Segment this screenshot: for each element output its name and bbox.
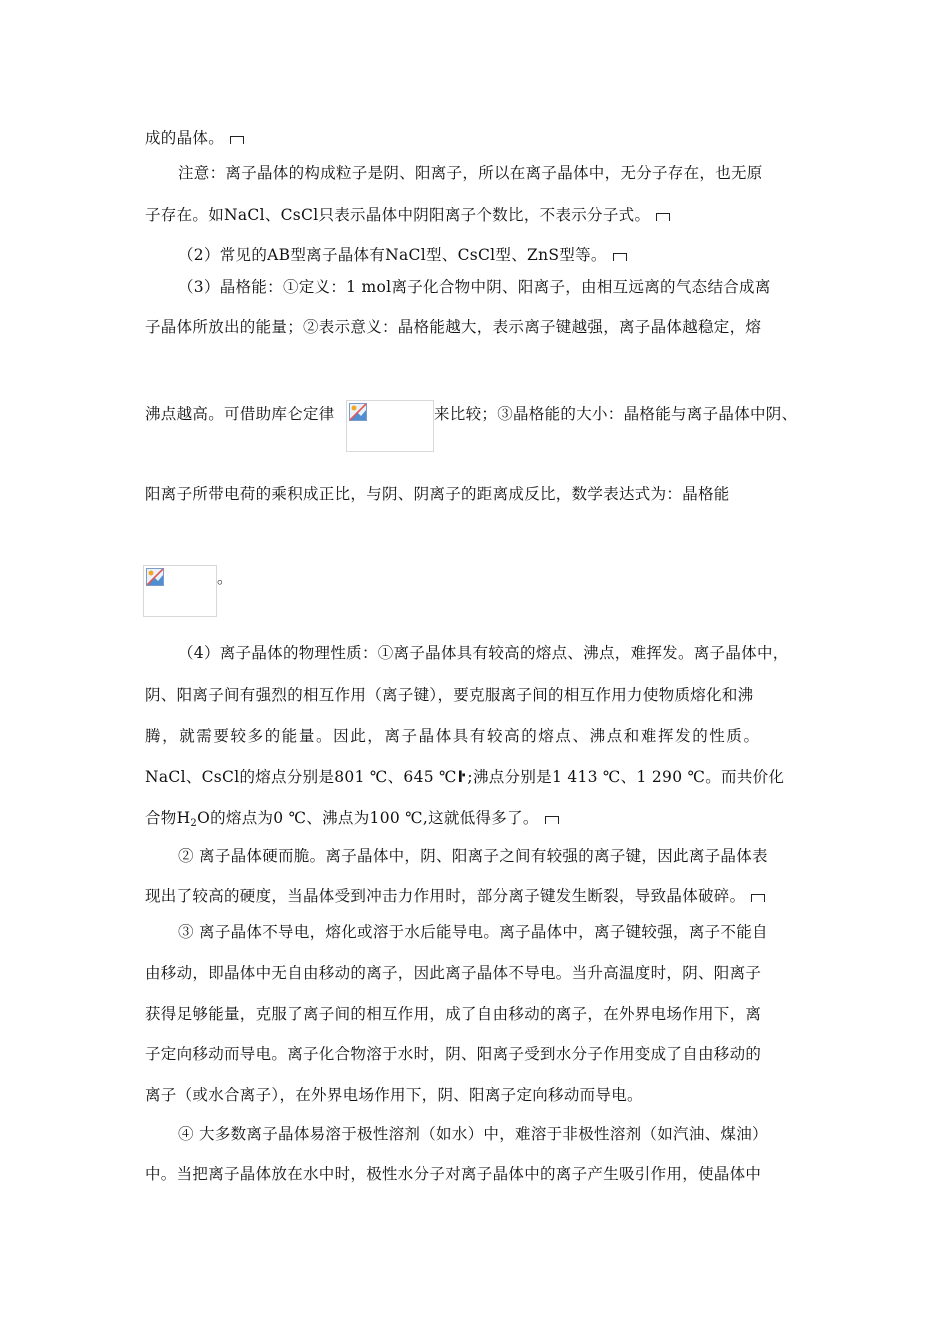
text-line: 现出了较高的硬度，当晶体受到冲击力作用时，部分离子键发生断裂，导致晶体破碎。 <box>145 886 765 906</box>
paragraph-mark-icon <box>656 213 670 221</box>
text-line: 合物$H_2O$的熔点为0 ℃、沸点为100 ℃,这就低得多了。 <box>145 808 559 834</box>
broken-image-icon <box>346 400 434 452</box>
paragraph-mark-icon <box>545 816 559 824</box>
text-line: （3）晶格能：①定义：1 mol离子化合物中阴、阳离子，由相互远离的气态结合成离 <box>178 278 771 296</box>
text-line: （2）常见的AB型离子晶体有NaCl型、CsCl型、ZnS型等。 <box>178 245 627 265</box>
glyph-artifact: ŀ <box>457 768 467 786</box>
text-line: 获得足够能量，克服了离子间的相互作用，成了自由移动的离子，在外界电场作用下，离 <box>145 1005 762 1023</box>
text-line: 。 <box>217 569 233 587</box>
paragraph-mark-icon <box>230 136 244 144</box>
text-line: 中。当把离子晶体放在水中时，极性水分子对离子晶体中的离子产生吸引作用，使晶体中 <box>145 1165 762 1183</box>
text-line: 子存在。如NaCl、CsCl只表示晶体中阴阳离子个数比，不表示分子式。 <box>145 205 670 225</box>
text-line: 成的晶体。 <box>145 128 244 148</box>
text-line: NaCl、CsCl的熔点分别是801 ℃、645 ℃ŀ;沸点分别是1 413 ℃、1 290 ℃。而共价化 <box>145 768 785 786</box>
text-line: 沸点越高。可借助库仑定律 <box>145 405 335 423</box>
text-line: ④ 大多数离子晶体易溶于极性溶剂（如水）中，难溶于非极性溶剂（如汽油、煤油） <box>178 1125 768 1143</box>
text-line: 注意：离子晶体的构成粒子是阴、阳离子，所以在离子晶体中，无分子存在，也无原 <box>178 164 763 182</box>
text-line: 离子（或水合离子），在外界电场作用下，阴、阳离子定向移动而导电。 <box>145 1086 643 1104</box>
broken-image-icon <box>143 565 217 617</box>
text-line: 阳离子所带电荷的乘积成正比，与阴、阴离子的距离成反比，数学表达式为：晶格能 <box>145 485 730 503</box>
text-line: 腾，就需要较多的能量。因此，离子晶体具有较高的熔点、沸点和难挥发的性质。 <box>145 727 761 745</box>
text-line: 子定向移动而导电。离子化合物溶于水时，阴、阳离子受到水分子作用变成了自由移动的 <box>145 1045 762 1063</box>
text-line: 子晶体所放出的能量；②表示意义：晶格能越大，表示离子键越强，离子晶体越稳定，熔 <box>145 318 762 336</box>
text-line: （4）离子晶体的物理性质：①离子晶体具有较高的熔点、沸点，难挥发。离子晶体中， <box>178 644 789 662</box>
text-line: 来比较；③晶格能的大小：晶格能与离子晶体中阴、 <box>434 405 798 423</box>
text-line: ② 离子晶体硬而脆。离子晶体中，阴、阳离子之间有较强的离子键，因此离子晶体表 <box>178 847 768 865</box>
text-line: 阴、阳离子间有强烈的相互作用（离子键），要克服离子间的相互作用力使物质熔化和沸 <box>145 686 754 704</box>
text-line: ③ 离子晶体不导电，熔化或溶于水后能导电。离子晶体中，离子键较强，离子不能自 <box>178 923 768 941</box>
paragraph-mark-icon <box>613 253 627 261</box>
paragraph-mark-icon <box>751 894 765 902</box>
text-line: 由移动，即晶体中无自由移动的离子，因此离子晶体不导电。当升高温度时，阴、阳离子 <box>145 964 762 982</box>
